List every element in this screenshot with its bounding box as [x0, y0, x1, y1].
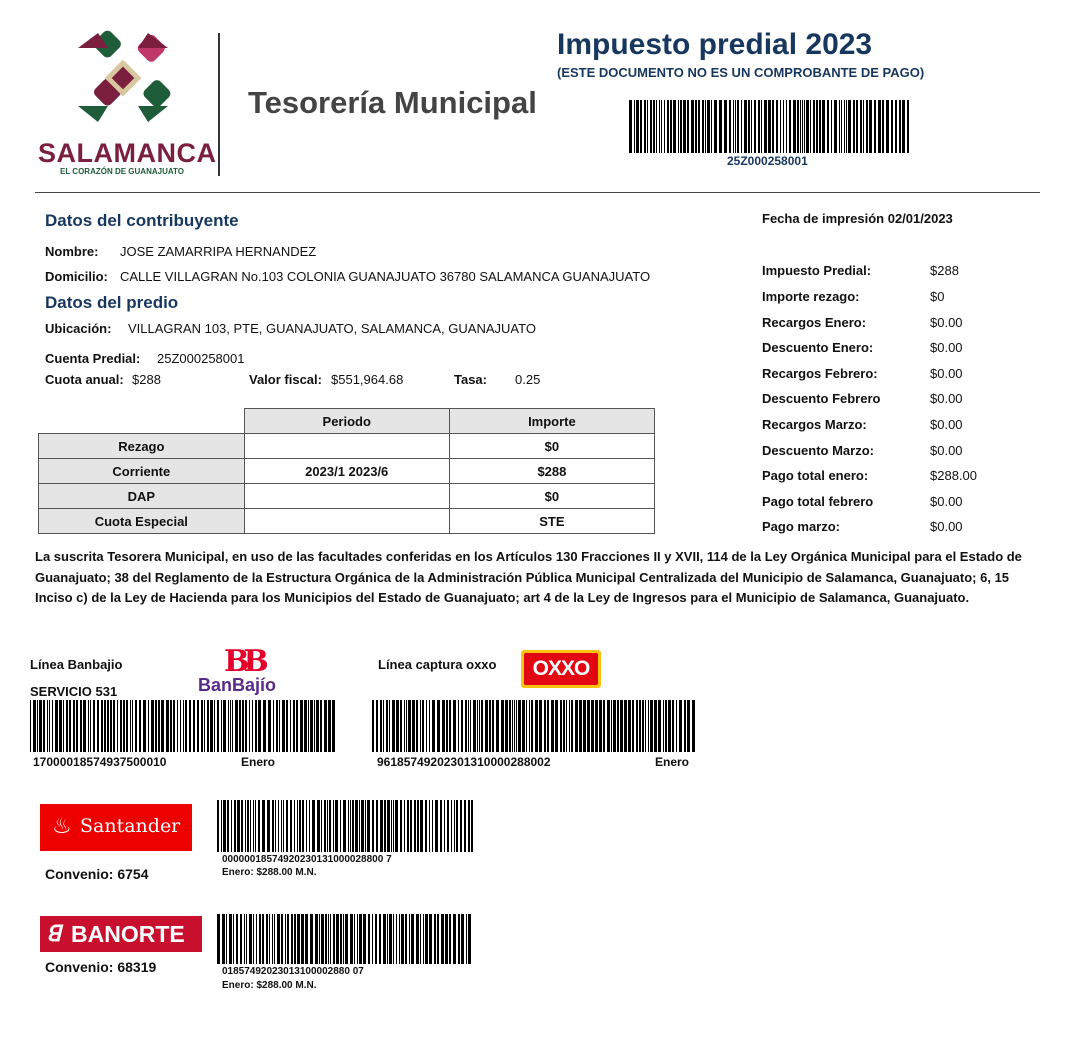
table-row — [39, 434, 655, 459]
periodo-cell: 2023/1 2023/6 — [244, 459, 449, 484]
banbajio-barcode-text: 17000018574937500010 — [33, 755, 167, 769]
ubicacion-value: VILLAGRAN 103, PTE, GUANAJUATO, SALAMANCA, GUANAJUATO — [128, 321, 536, 336]
table-row — [39, 459, 655, 484]
santander-convenio: Convenio: 6754 — [45, 866, 149, 882]
logo-name: SALAMANCA — [38, 138, 217, 168]
row-label: DAP — [39, 484, 245, 509]
charge-value: $0.00 — [930, 494, 963, 509]
oxxo-month: Enero — [655, 755, 690, 769]
banorte-logo-text: BANORTE — [71, 921, 185, 947]
banorte-convenio: Convenio: 68319 — [45, 959, 157, 975]
column-header: Importe — [449, 409, 654, 434]
banbajio-logo — [198, 644, 298, 696]
banbajio-service: SERVICIO 531 — [30, 684, 118, 699]
table-header-row — [39, 409, 655, 434]
banbajio-logo-text: BanBajío — [198, 675, 277, 695]
salamanca-logo — [38, 20, 217, 180]
santander-amount: Enero: $288.00 M.N. — [222, 867, 317, 878]
header-divider — [218, 33, 220, 176]
importe-cell: STE — [449, 509, 654, 534]
cuenta-label: Cuenta Predial: — [45, 351, 141, 366]
ubicacion-label: Ubicación: — [45, 321, 112, 336]
header-rule — [35, 192, 1040, 193]
table-row — [39, 509, 655, 534]
domicilio-label: Domicilio: — [45, 269, 108, 284]
valor-value: $551,964.68 — [331, 372, 404, 387]
cuenta-value: 25Z000258001 — [157, 351, 245, 366]
print-date-value: 02/01/2023 — [887, 211, 953, 226]
charge-value: $288 — [930, 263, 959, 278]
banbajio-month: Enero — [241, 755, 276, 769]
charge-value: $0.00 — [930, 417, 963, 432]
print-date-label — [762, 211, 953, 226]
charge-label: Pago total febrero — [762, 494, 874, 509]
banorte-barcode-text: 01857492023013100002880 07 — [222, 966, 364, 977]
nombre-value: JOSE ZAMARRIPA HERNANDEZ — [120, 244, 317, 259]
charge-label: Descuento Marzo: — [762, 443, 874, 458]
account-barcode — [629, 100, 912, 153]
table-row — [39, 484, 655, 509]
row-label: Rezago — [39, 434, 245, 459]
charge-value: $0.00 — [930, 519, 963, 534]
row-label: Corriente — [39, 459, 245, 484]
column-header: Periodo — [244, 409, 449, 434]
charge-value: $0.00 — [930, 315, 963, 330]
document-subtitle: (ESTE DOCUMENTO NO ES UN COMPROBANTE DE PAGO) — [557, 65, 925, 80]
santander-flame-icon: ♨ — [52, 813, 72, 838]
santander-logo — [40, 804, 192, 851]
charge-label: Impuesto Predial: — [762, 263, 872, 278]
charge-label: Recargos Febrero: — [762, 366, 878, 381]
periodo-cell — [244, 509, 449, 534]
oxxo-logo-text: OXXO — [532, 657, 590, 680]
periods-table — [38, 408, 655, 534]
tasa-label: Tasa: — [454, 372, 487, 387]
tasa-value: 0.25 — [515, 372, 541, 387]
charge-value: $0.00 — [930, 391, 963, 406]
santander-barcode-text: 00000018574920230131000028800 7 — [222, 854, 392, 865]
salamanca-emblem-icon — [38, 20, 208, 135]
charge-value: $0.00 — [930, 340, 963, 355]
oxxo-logo — [521, 650, 601, 688]
charges-list — [762, 263, 1032, 553]
charge-value: $0.00 — [930, 443, 963, 458]
oxxo-barcode-text: 96185749202301310000288002 — [377, 755, 551, 769]
charge-label: Importe rezago: — [762, 289, 860, 304]
banbajio-b-icon: BB — [224, 644, 263, 679]
importe-cell: $0 — [449, 484, 654, 509]
nombre-label: Nombre: — [45, 244, 99, 259]
domicilio-value: CALLE VILLAGRAN No.103 COLONIA GUANAJUATO 36780 SALAMANCA GUANAJUATO — [120, 269, 651, 284]
banbajio-line-label: Línea Banbajio — [30, 657, 123, 672]
charge-label: Pago marzo: — [762, 519, 841, 534]
banorte-symbol-icon: ꓭ — [46, 921, 62, 946]
charge-label: Recargos Marzo: — [762, 417, 867, 432]
banbajio-barcode — [30, 700, 337, 752]
print-date-caption: Fecha de impresión — [762, 211, 885, 226]
importe-cell: $0 — [449, 434, 654, 459]
row-label: Cuota Especial — [39, 509, 245, 534]
charge-label: Descuento Enero: — [762, 340, 874, 355]
charge-label: Recargos Enero: — [762, 315, 867, 330]
oxxo-line-label: Línea captura oxxo — [378, 657, 497, 672]
legal-text: La suscrita Tesorera Municipal, en uso de las facultades conferidas en los Artículos 130 Fracciones II y XVII, 114 de la Ley Orgánica Municipal para el Estado de Guanajuato; 38 del Reglamento de la Estructura Orgánica de la Administración Pública Municipal Centralizada del Municipio de Salamanca, Guanajuato; 6, 15 Inciso c) de la Ley de Hacienda para los Municipios del Estado de Guanajuato; art 4 de la Ley de Ingresos para el Municipio de Salamanca, Guanajuato. — [35, 549, 1022, 605]
valor-label: Valor fiscal: — [249, 372, 322, 387]
cuota-value: $288 — [132, 372, 161, 387]
banorte-logo — [40, 916, 202, 952]
department-name: Tesorería Municipal — [248, 85, 537, 120]
contribuyente-heading: Datos del contribuyente — [45, 211, 239, 230]
banorte-amount: Enero: $288.00 M.N. — [222, 980, 317, 991]
periodo-cell — [244, 484, 449, 509]
periodo-cell — [244, 434, 449, 459]
banorte-barcode — [217, 914, 475, 964]
charge-value: $0 — [930, 289, 945, 304]
account-barcode-text: 25Z000258001 — [727, 154, 808, 168]
document-title: Impuesto predial 2023 — [557, 28, 873, 61]
charge-value: $0.00 — [930, 366, 963, 381]
santander-logo-text: Santander — [80, 815, 181, 837]
oxxo-barcode — [372, 700, 699, 752]
charge-label: Pago total enero: — [762, 468, 869, 483]
santander-barcode — [217, 800, 477, 852]
cuota-label: Cuota anual: — [45, 372, 124, 387]
table-corner — [39, 409, 245, 434]
importe-cell: $288 — [449, 459, 654, 484]
predio-heading: Datos del predio — [45, 293, 179, 312]
logo-tagline: EL CORAZÓN DE GUANAJUATO — [60, 167, 185, 176]
charge-value: $288.00 — [930, 468, 977, 483]
charge-label: Descuento Febrero — [762, 391, 881, 406]
